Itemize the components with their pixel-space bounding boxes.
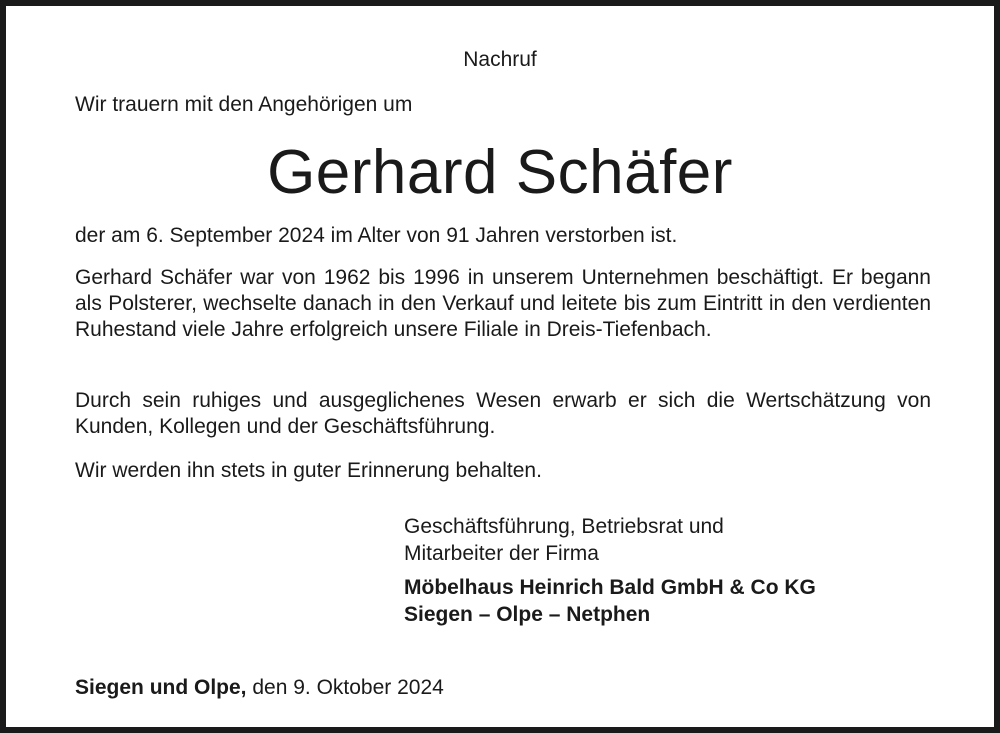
place-date-line	[75, 674, 444, 702]
signature-line-2: Mitarbeiter der Firma	[404, 542, 599, 565]
death-line: der am 6. September 2024 im Alter von 91 Jahren verstorben ist.	[75, 224, 678, 247]
notice-heading: Nachruf	[463, 48, 537, 71]
signature-company: Möbelhaus Heinrich Bald GmbH & Co KG	[404, 576, 816, 599]
deceased-name: Gerhard Schäfer	[267, 138, 733, 207]
paragraph-remembrance: Wir werden ihn stets in guter Erinnerung behalten.	[75, 459, 542, 482]
place: Siegen und Olpe,	[75, 676, 247, 699]
paragraph-career: Gerhard Schäfer war von 1962 bis 1996 in unserem Unternehmen beschäftigt. Er begann als Polsterer, wechselte danach in den Verkauf und leitete bis zum Eintritt in den verdienten Ruhestand viele Jahre erfolgreich unsere Filiale in Dreis-Tiefenbach.	[75, 266, 931, 341]
intro-line: Wir trauern mit den Angehörigen um	[75, 93, 413, 116]
date: den 9. Oktober 2024	[246, 676, 444, 699]
signature-line-1: Geschäftsführung, Betriebsrat und	[404, 515, 724, 538]
signature-locations: Siegen – Olpe – Netphen	[404, 603, 651, 626]
paragraph-character: Durch sein ruhiges und ausgeglichenes Wesen erwarb er sich die Wertschätzung von Kunden, Kollegen und der Geschäftsführung.	[75, 389, 931, 438]
